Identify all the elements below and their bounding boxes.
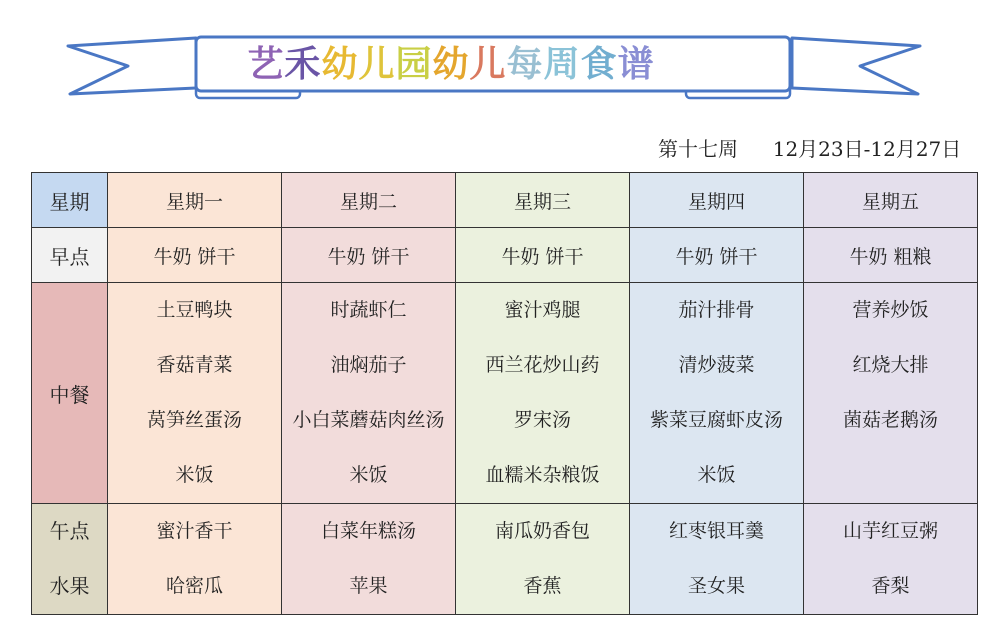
title-char: 谱 <box>617 43 655 85</box>
lunch-dish: 小白菜蘑菇肉丝汤 <box>292 409 445 431</box>
day-header: 星期一 <box>108 173 282 228</box>
snack-item: 山芋红豆粥 <box>842 520 938 542</box>
snack-item: 白菜年糕汤 <box>320 520 416 542</box>
lunch-cell <box>282 283 456 504</box>
lunch-dish: 米饭 <box>349 464 388 486</box>
fruit-item: 哈密瓜 <box>165 575 223 597</box>
title-char: 食 <box>580 43 618 85</box>
lunch-dish: 血糯米杂粮饭 <box>485 464 600 486</box>
title-char: 幼 <box>432 43 470 85</box>
page-title <box>196 38 706 84</box>
lunch-dish: 米饭 <box>697 464 736 486</box>
snack-cell <box>282 504 456 615</box>
snack-label: 午点 <box>49 519 90 543</box>
lunch-cell <box>630 283 804 504</box>
title-char: 周 <box>543 43 581 85</box>
lunch-cell <box>108 283 282 504</box>
snack-cell <box>630 504 804 615</box>
weekly-menu-table <box>31 172 978 615</box>
lunch-cell <box>456 283 630 504</box>
breakfast-cell: 牛奶 饼干 <box>108 228 282 283</box>
day-header: 星期二 <box>282 173 456 228</box>
lunch-dish: 清炒菠菜 <box>678 354 755 376</box>
lunch-row <box>32 283 978 504</box>
week-info <box>658 133 962 161</box>
lunch-dish: 蜜汁鸡腿 <box>504 299 581 321</box>
lunch-dish: 香菇青菜 <box>156 354 233 376</box>
lunch-dish: 茄汁排骨 <box>678 299 755 321</box>
fruit-item: 苹果 <box>349 575 388 597</box>
lunch-dish: 罗宋汤 <box>513 409 571 431</box>
title-char: 艺 <box>247 43 285 85</box>
row-header-snack-fruit <box>32 504 108 615</box>
date-range: 12月23日-12月27日 <box>772 137 962 161</box>
fruit-label: 水果 <box>49 574 90 598</box>
title-char: 禾 <box>284 43 322 85</box>
breakfast-row <box>32 228 978 283</box>
title-char: 每 <box>506 43 544 85</box>
days-header-row <box>32 173 978 228</box>
row-header-breakfast: 早点 <box>32 228 108 283</box>
snack-item: 红枣银耳羹 <box>668 520 764 542</box>
lunch-dish: 紫菜豆腐虾皮汤 <box>649 409 783 431</box>
lunch-dish: 莴笋丝蛋汤 <box>146 409 242 431</box>
week-number: 第十七周 <box>658 137 738 161</box>
breakfast-cell: 牛奶 饼干 <box>456 228 630 283</box>
fruit-item: 香梨 <box>871 575 910 597</box>
breakfast-cell: 牛奶 饼干 <box>282 228 456 283</box>
day-header: 星期五 <box>804 173 978 228</box>
lunch-dish: 时蔬虾仁 <box>330 299 407 321</box>
title-char: 幼 <box>321 43 359 85</box>
lunch-dish: 营养炒饭 <box>852 299 929 321</box>
breakfast-cell: 牛奶 饼干 <box>630 228 804 283</box>
lunch-dish: 米饭 <box>175 464 214 486</box>
fruit-item: 香蕉 <box>523 575 562 597</box>
snack-cell <box>456 504 630 615</box>
lunch-dish: 土豆鸭块 <box>156 299 233 321</box>
title-char: 儿 <box>358 43 396 85</box>
title-char: 园 <box>395 43 433 85</box>
lunch-dish <box>804 448 977 503</box>
row-header-lunch: 中餐 <box>32 283 108 504</box>
row-header-weekday: 星期 <box>32 173 108 228</box>
day-header: 星期三 <box>456 173 630 228</box>
lunch-dish: 西兰花炒山药 <box>485 354 600 376</box>
lunch-cell <box>804 283 978 504</box>
snack-cell <box>108 504 282 615</box>
day-header: 星期四 <box>630 173 804 228</box>
snack-cell <box>804 504 978 615</box>
lunch-dish: 菌菇老鹅汤 <box>842 409 938 431</box>
breakfast-cell: 牛奶 粗粮 <box>804 228 978 283</box>
title-char: 儿 <box>469 43 507 85</box>
snack-item: 蜜汁香干 <box>156 520 233 542</box>
snack-fruit-row <box>32 504 978 615</box>
fruit-item: 圣女果 <box>687 575 745 597</box>
snack-item: 南瓜奶香包 <box>494 520 590 542</box>
lunch-dish: 油焖茄子 <box>330 354 407 376</box>
lunch-dish: 红烧大排 <box>852 354 929 376</box>
